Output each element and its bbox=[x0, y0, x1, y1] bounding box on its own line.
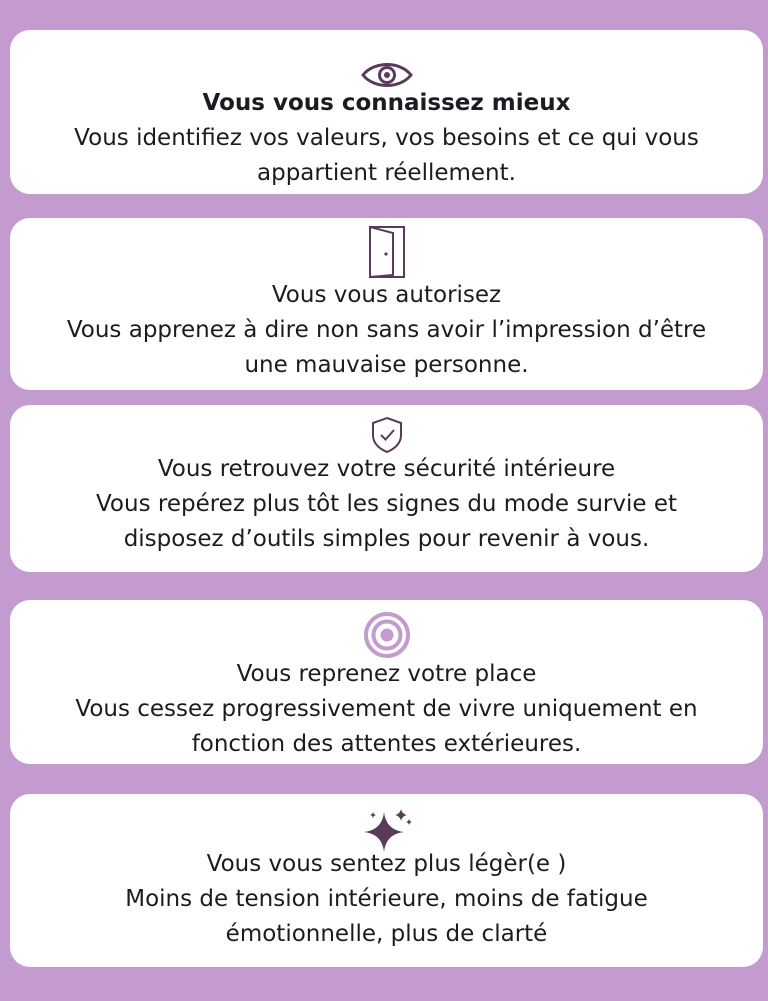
card-text-line-1: Vous identifiez vos valeurs, vos besoins et ce qui vous bbox=[74, 125, 699, 151]
benefit-card-4 bbox=[10, 600, 763, 764]
benefit-card-2 bbox=[10, 218, 763, 390]
card-text-line-1: Vous repérez plus tôt les signes du mode survie et bbox=[95, 491, 677, 517]
target-icon bbox=[362, 610, 412, 660]
card-title: Vous reprenez votre place bbox=[236, 661, 537, 687]
card-text-line-2: appartient réellement. bbox=[257, 160, 516, 186]
card-text-line-2: une mauvaise personne. bbox=[244, 352, 529, 378]
door-icon bbox=[367, 224, 407, 280]
card-text-line-1: Vous apprenez à dire non sans avoir l’impression d’être bbox=[66, 317, 707, 343]
card-text-line-1: Vous cessez progressivement de vivre uniquement en bbox=[75, 696, 698, 722]
card-text-line-2: émotionnelle, plus de clarté bbox=[225, 921, 548, 947]
card-text-line-2: fonction des attentes extérieures. bbox=[191, 731, 582, 757]
card-title: Vous vous autorisez bbox=[271, 282, 502, 308]
shield-check-icon bbox=[369, 415, 405, 455]
benefit-card-5 bbox=[10, 794, 763, 967]
card-title: Vous vous sentez plus légèr(e ) bbox=[206, 851, 567, 877]
benefit-card-3 bbox=[10, 405, 763, 572]
card-text-line-2: disposez d’outils simples pour revenir à vous. bbox=[123, 526, 650, 552]
card-title: Vous retrouvez votre sécurité intérieure bbox=[157, 456, 616, 482]
card-title: Vous vous connaissez mieux bbox=[202, 90, 571, 116]
benefit-card-1 bbox=[10, 30, 763, 194]
card-text-line-1: Moins de tension intérieure, moins de fatigue bbox=[125, 886, 648, 912]
